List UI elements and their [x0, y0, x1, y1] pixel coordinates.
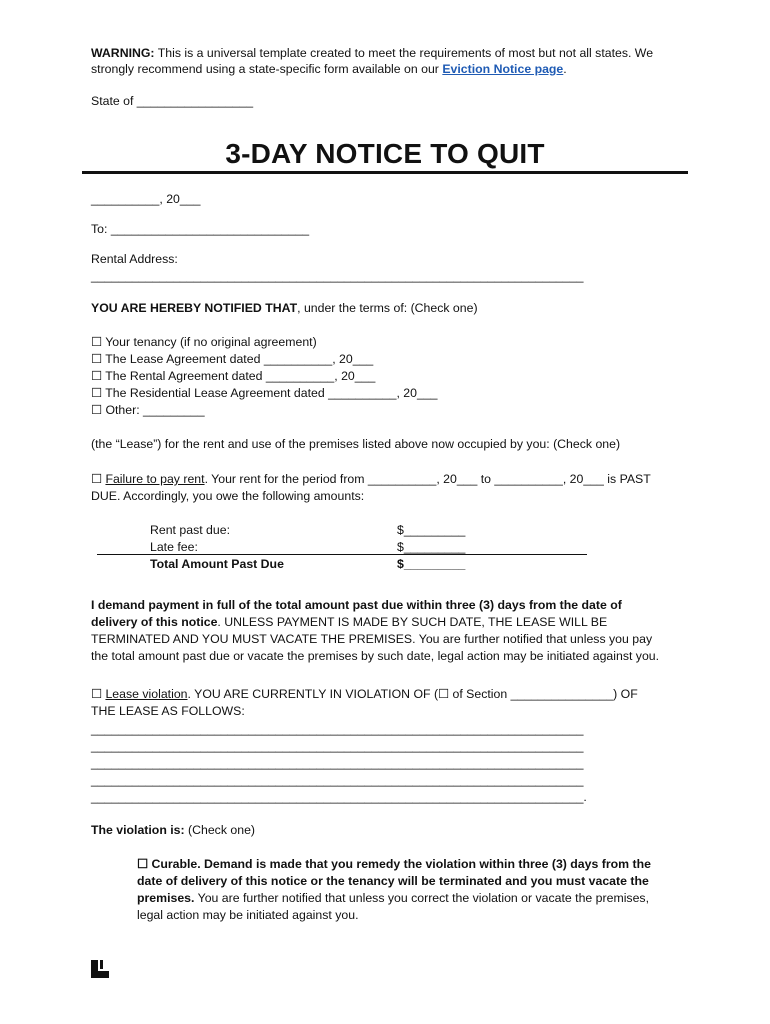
curable-line-1[interactable]: ☐ Curable. Demand is made that you remedy the violation within three (3) days from the	[137, 857, 651, 871]
violation-blank-2: ________________________________________________________________________	[91, 739, 584, 753]
warning-text-2: strongly recommend using a state-specific form available on our	[91, 62, 439, 76]
rental-address-label: Rental Address:	[91, 252, 178, 266]
curable-line-4: legal action may be initiated against you.	[137, 908, 359, 922]
violation-is-line	[91, 822, 255, 839]
demand-bold-2: delivery of this notice	[91, 615, 218, 629]
violation-blank-4: ________________________________________________________________________	[91, 773, 584, 787]
failure-checkbox[interactable]: ☐	[91, 472, 106, 486]
lease-violation-label: Lease violation	[105, 687, 188, 701]
rent-past-due-label: Rent past due:	[150, 523, 230, 537]
late-fee-value: $_________	[397, 540, 466, 554]
violation-blank-5: ________________________________________________________________________.	[91, 790, 587, 804]
legal-templates-logo-icon	[91, 960, 109, 978]
demand-line-3: TERMINATED AND YOU MUST VACATE THE PREMISES. You are further notified that unless you pay	[91, 632, 653, 646]
failure-line-2: DUE. Accordingly, you owe the following amounts:	[91, 489, 365, 503]
option-tenancy[interactable]: ☐ Your tenancy (if no original agreement)	[91, 335, 317, 349]
curable-line-2: date of delivery of this notice or the tenancy will be terminated and you must vacate the	[137, 874, 649, 888]
option-lease-agreement[interactable]: ☐ The Lease Agreement dated __________, 20___	[91, 352, 374, 366]
notified-bold: YOU ARE HEREBY NOTIFIED THAT	[91, 301, 298, 315]
document-title: 3-DAY NOTICE TO QUIT	[225, 138, 545, 169]
late-fee-label: Late fee:	[150, 540, 198, 554]
to-line: To: _____________________________	[91, 222, 310, 236]
notified-line	[91, 300, 478, 317]
option-rental-agreement[interactable]: ☐ The Rental Agreement dated __________, 20___	[91, 369, 376, 383]
amount-divider	[97, 554, 587, 555]
failure-line-1	[91, 471, 651, 488]
violation-line-2: THE LEASE AS FOLLOWS:	[91, 704, 245, 718]
curable-rest-3: You are further notified that unless you correct the violation or vacate the premises,	[194, 891, 649, 905]
demand-line-4: the total amount past due or vacate the premises by such date, legal action may be initiated against you.	[91, 649, 660, 663]
rent-past-due-value: $_________	[397, 523, 466, 537]
state-line: State of _________________	[91, 94, 254, 108]
curable-bold-3: premises.	[137, 891, 195, 905]
rental-address-blank: ________________________________________________________________________	[91, 269, 584, 283]
demand-rest-2: . UNLESS PAYMENT IS MADE BY SUCH DATE, THE LEASE WILL BE	[217, 615, 608, 629]
warning-text: This is a universal template created to meet the requirements of most but not all states. We	[157, 46, 654, 60]
violation-blank-1: ________________________________________________________________________	[91, 722, 584, 736]
option-residential-lease[interactable]: ☐ The Residential Lease Agreement dated __________, 20___	[91, 386, 438, 400]
total-past-due-label: Total Amount Past Due	[150, 557, 284, 571]
violation-checkbox[interactable]: ☐	[91, 687, 106, 701]
violation-text: . YOU ARE CURRENTLY IN VIOLATION OF (☐ of Section _______________) OF	[187, 687, 638, 701]
lease-definition: (the “Lease”) for the rent and use of the premises listed above now occupied by you: (Check one)	[91, 437, 621, 451]
violation-line-1	[91, 686, 638, 703]
date-line: __________, 20___	[91, 192, 201, 206]
eviction-notice-link[interactable]: Eviction Notice page	[442, 62, 564, 76]
warning-line-2	[91, 61, 567, 78]
violation-blank-3: ________________________________________________________________________	[91, 756, 584, 770]
violation-is-rest: (Check one)	[184, 823, 256, 837]
total-past-due-value: $_________	[397, 557, 466, 571]
warning-label: WARNING:	[91, 46, 155, 60]
failure-to-pay-label: Failure to pay rent	[105, 472, 205, 486]
demand-line-1: I demand payment in full of the total amount past due within three (3) days from the date of	[91, 598, 622, 612]
option-other[interactable]: ☐ Other: _________	[91, 403, 205, 417]
warning-end: .	[563, 62, 567, 76]
notified-rest: , under the terms of: (Check one)	[297, 301, 478, 315]
curable-line-3	[137, 890, 649, 907]
failure-text: . Your rent for the period from __________, 20___ to __________, 20___ is PAST	[204, 472, 651, 486]
warning-line-1	[91, 45, 653, 62]
demand-line-2	[91, 614, 607, 631]
violation-is-bold: The violation is:	[91, 823, 185, 837]
title-underline	[82, 171, 688, 174]
